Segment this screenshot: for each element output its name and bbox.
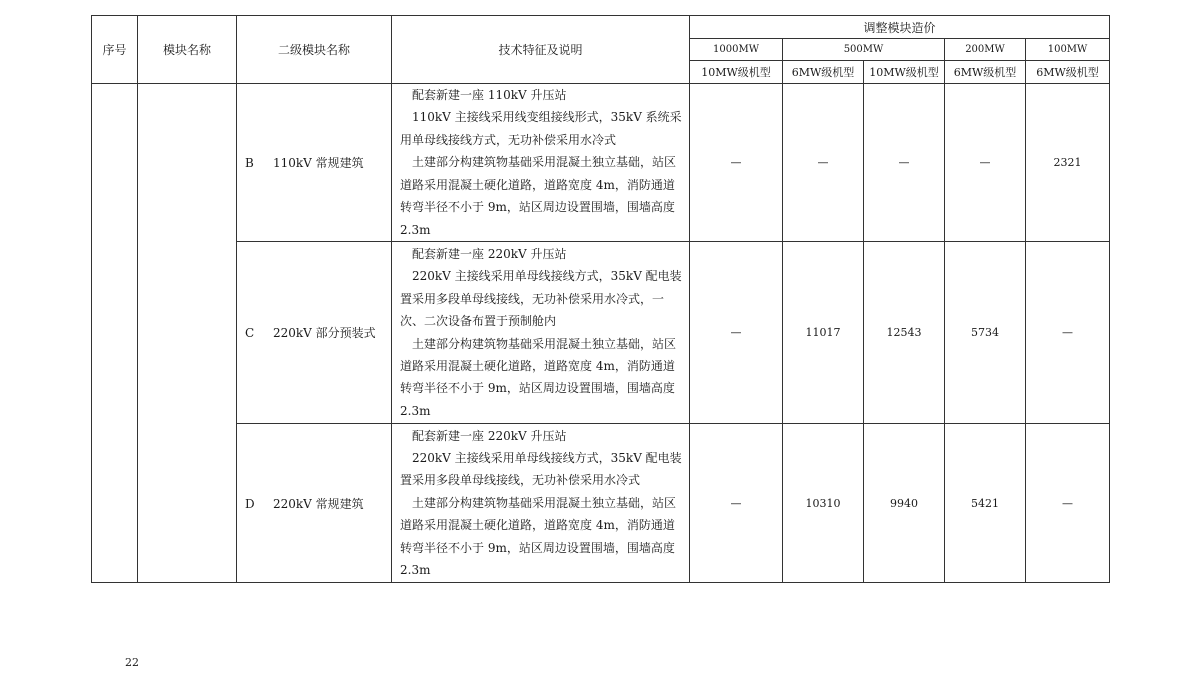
seq-cell <box>92 84 138 583</box>
page-number: 22 <box>125 656 139 669</box>
price-100mw: 2321 <box>1026 84 1110 242</box>
header-capacity-1000mw: 1000MW <box>690 39 783 61</box>
sub-module-name: 220kV 常规建筑 <box>273 496 364 511</box>
desc-line: 配套新建一座 220kV 升压站 <box>412 428 567 443</box>
price-1000mw: — <box>690 242 783 424</box>
price-200mw: 5421 <box>945 424 1026 583</box>
header-model-200mw: 6MW级机型 <box>945 61 1026 84</box>
tech-description <box>392 424 690 583</box>
module-cell <box>138 84 237 583</box>
desc-line: 110kV 主接线采用线变组接线形式，35kV 系统采用单母线接线方式，无功补偿采用水冷式 <box>400 110 682 147</box>
header-model-100mw: 6MW级机型 <box>1026 61 1110 84</box>
table-row <box>92 242 1110 424</box>
header-module: 模块名称 <box>138 16 237 84</box>
price-200mw: 5734 <box>945 242 1026 424</box>
sub-module-code: C <box>245 326 255 340</box>
price-500mw-6: 11017 <box>783 242 864 424</box>
header-sub-module: 二级模块名称 <box>237 16 392 84</box>
sub-module-code: B <box>245 156 254 170</box>
price-200mw: — <box>945 84 1026 242</box>
price-500mw-10: 9940 <box>864 424 945 583</box>
table-row <box>92 84 1110 242</box>
header-row-1 <box>92 16 1110 39</box>
header-model-1000mw: 10MW级机型 <box>690 61 783 84</box>
header-capacity-100mw: 100MW <box>1026 39 1110 61</box>
sub-module-name: 110kV 常规建筑 <box>273 156 364 170</box>
desc-line: 土建部分构建筑物基础采用混凝土独立基础，站区道路采用混凝土硬化道路，道路宽度 4m，消防通道转弯半径不小于 9m，站区周边设置围墙，围墙高度 2.3m <box>400 155 677 237</box>
cost-table <box>91 15 1110 583</box>
desc-line: 配套新建一座 110kV 升压站 <box>412 88 567 103</box>
desc-line: 220kV 主接线采用单母线接线方式，35kV 配电装置采用多段单母线接线，无功补偿采用水冷式 <box>400 450 682 488</box>
desc-line: 土建部分构建筑物基础采用混凝土独立基础，站区道路采用混凝土硬化道路，道路宽度 4m，消防通道转弯半径不小于 9m，站区周边设置围墙，围墙高度 2.3m <box>400 495 677 578</box>
header-capacity-200mw: 200MW <box>945 39 1026 61</box>
price-1000mw: — <box>690 84 783 242</box>
header-price-group: 调整模块造价 <box>690 16 1110 39</box>
sub-module-name: 220kV 部分预装式 <box>273 326 376 340</box>
tech-description <box>392 242 690 424</box>
desc-line: 220kV 主接线采用单母线接线方式，35kV 配电装置采用多段单母线接线，无功补偿采用水冷式，一次、二次设备布置于预制舱内 <box>400 269 682 329</box>
desc-line: 土建部分构建筑物基础采用混凝土独立基础，站区道路采用混凝土硬化道路，道路宽度 4m，消防通道转弯半径不小于 9m，站区周边设置围墙，围墙高度 2.3m <box>400 336 677 418</box>
price-100mw: — <box>1026 424 1110 583</box>
price-500mw-10: 12543 <box>864 242 945 424</box>
table-row <box>92 424 1110 583</box>
header-capacity-500mw: 500MW <box>783 39 945 61</box>
header-seq: 序号 <box>92 16 138 84</box>
header-model-500mw-6: 6MW级机型 <box>783 61 864 84</box>
sub-module-cell <box>237 84 392 242</box>
sub-module-code: D <box>245 496 255 511</box>
price-500mw-6: 10310 <box>783 424 864 583</box>
sub-module-cell <box>237 424 392 583</box>
desc-line: 配套新建一座 220kV 升压站 <box>412 246 567 261</box>
price-500mw-10: — <box>864 84 945 242</box>
sub-module-cell <box>237 242 392 424</box>
header-tech: 技术特征及说明 <box>392 16 690 84</box>
price-100mw: — <box>1026 242 1110 424</box>
header-model-500mw-10: 10MW级机型 <box>864 61 945 84</box>
price-500mw-6: — <box>783 84 864 242</box>
price-1000mw: — <box>690 424 783 583</box>
tech-description <box>392 84 690 242</box>
